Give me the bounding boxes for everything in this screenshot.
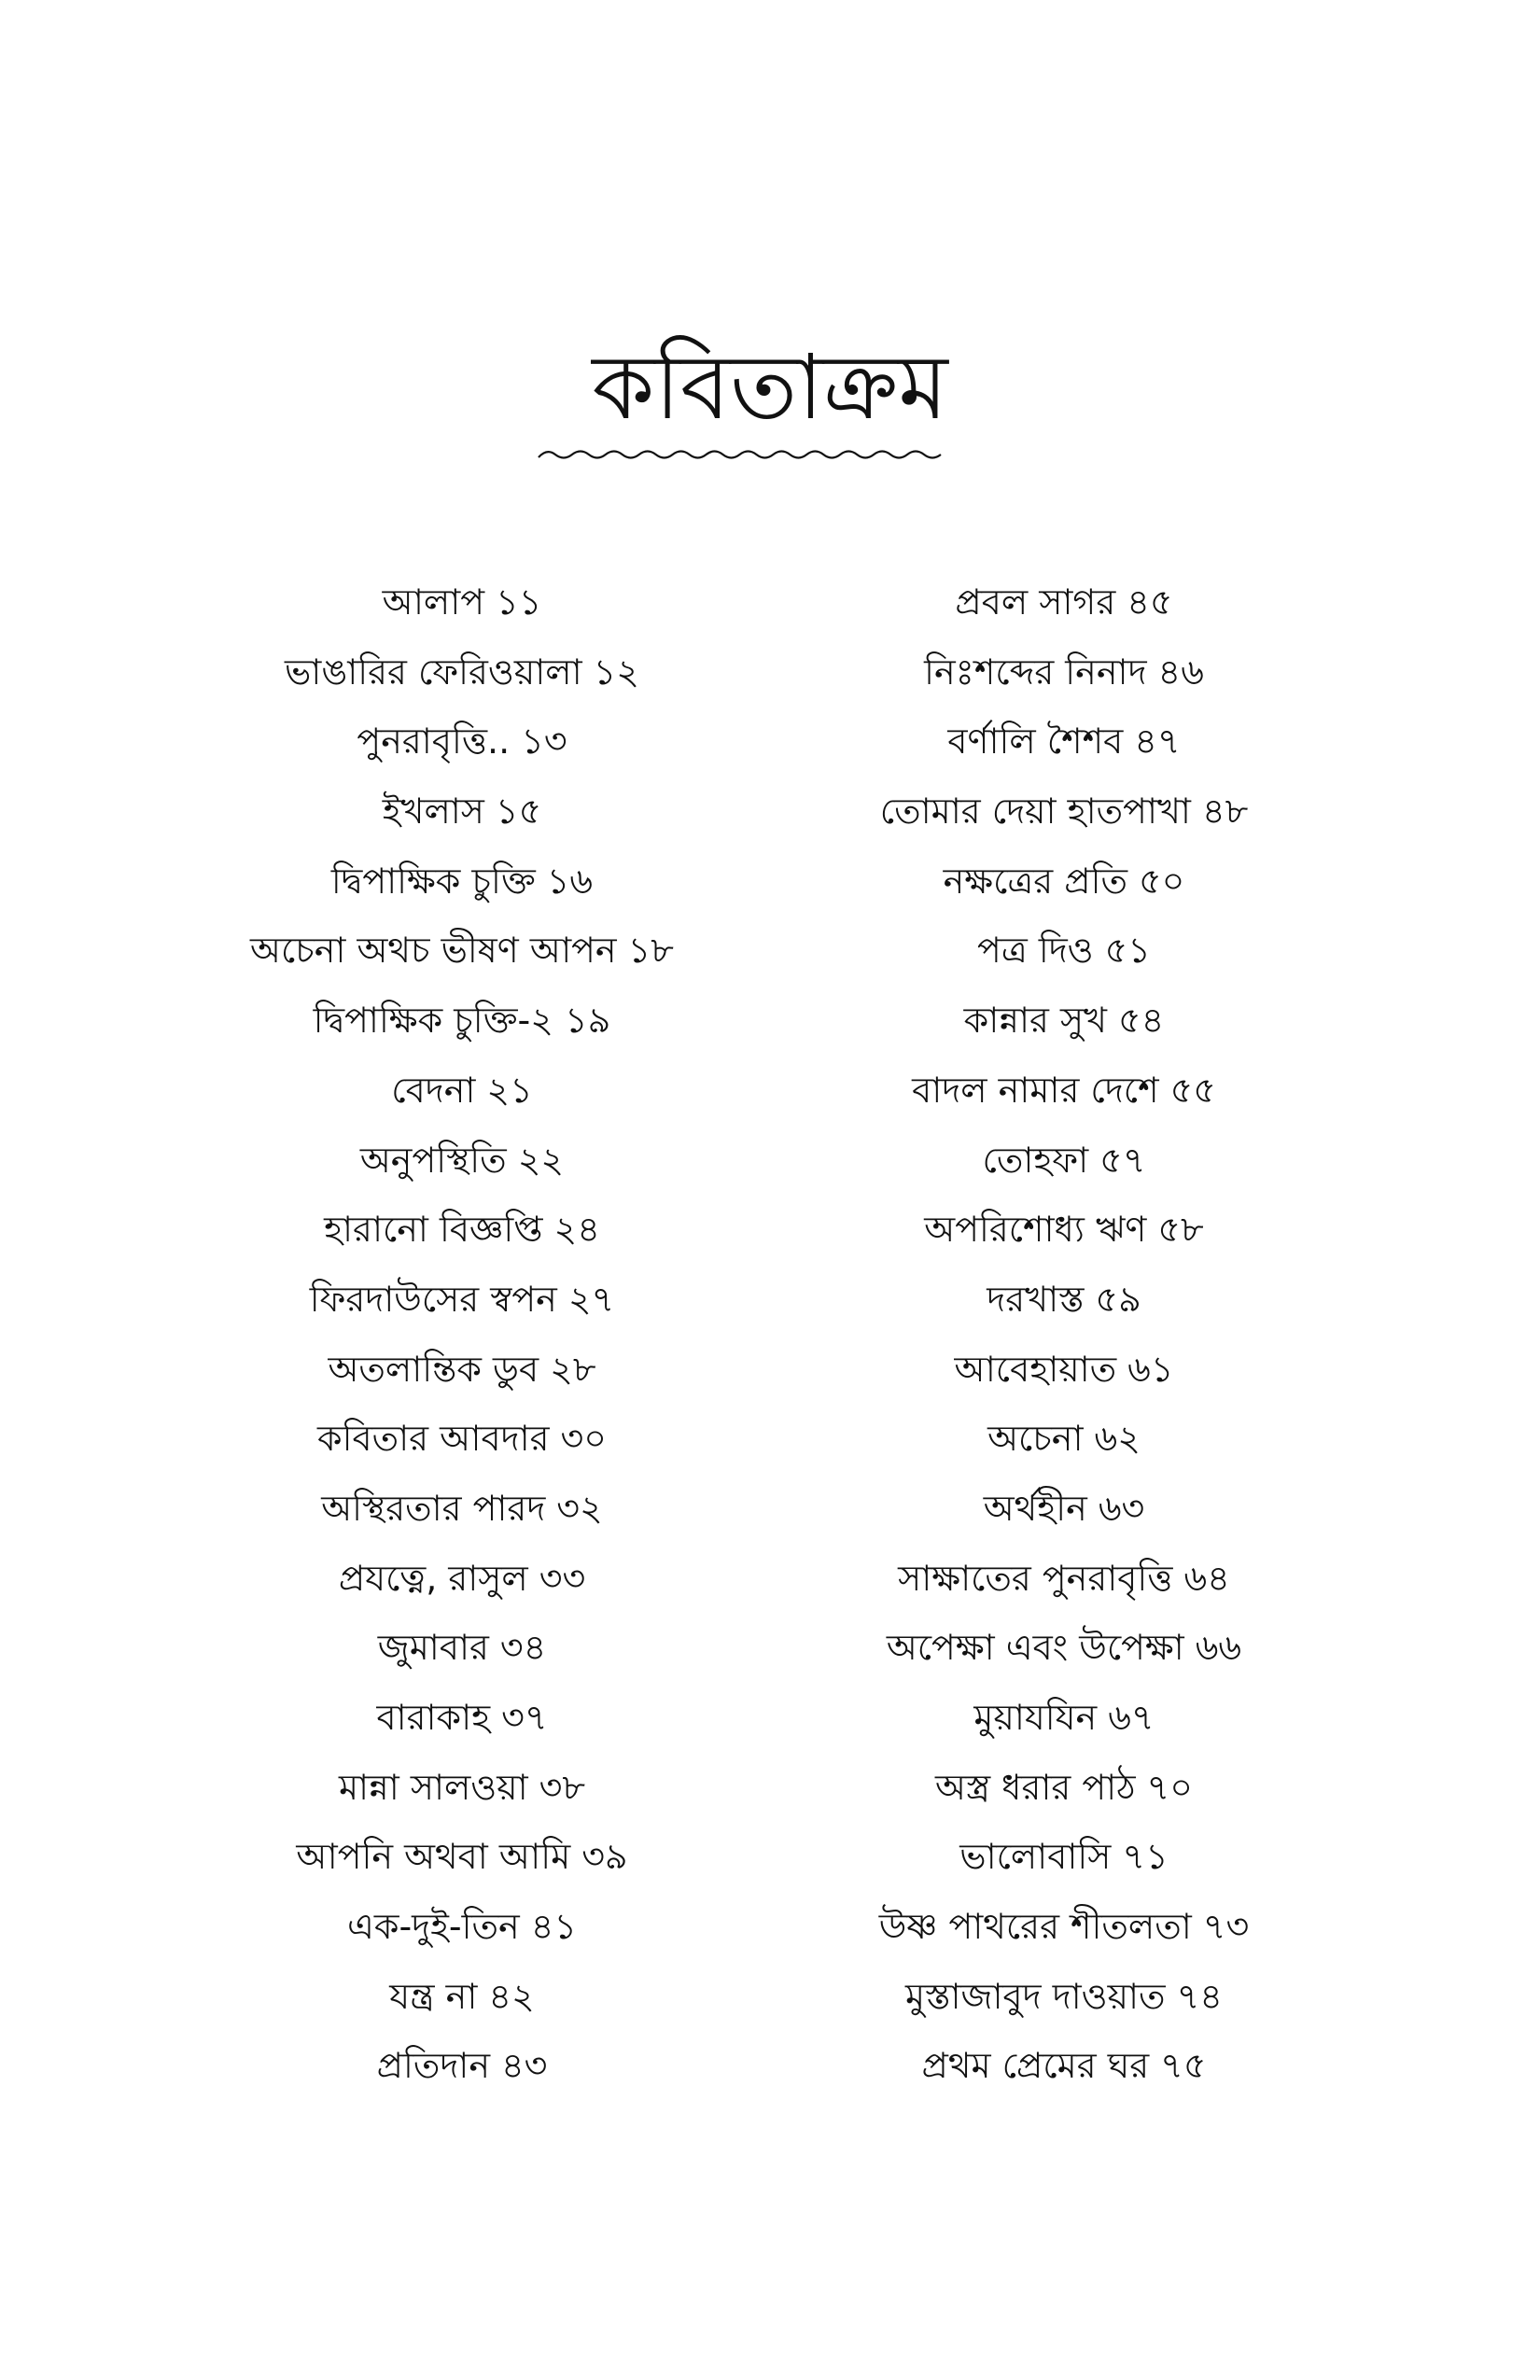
toc-entry [737,853,1391,923]
toc-entry-title: অচেনা অথচ ভীষণ আপন [250,930,617,972]
toc-entry [135,574,789,644]
toc-entry-title: দরখাস্ত [987,1278,1085,1320]
toc-entry-title: হারানো বিজ্ঞপ্তি [324,1209,543,1251]
toc-entry-page-number: ৪১ [530,1906,578,1948]
toc-entry [737,783,1391,853]
toc-entry-page-number: ৫৭ [1099,1139,1146,1181]
toc-entry [737,644,1391,714]
toc-entry-title: প্রতিদান [376,2045,491,2087]
toc-entry-page-number: ৪৮ [1201,791,1249,833]
toc-entry [737,1828,1391,1898]
toc-entry-title: অস্ত্র ধরার পাঠ [935,1766,1136,1808]
toc-entry-title: প্রবল সাগর [955,581,1116,623]
toc-entry-page-number: ৫৮ [1157,1209,1204,1251]
toc-entry-title: নিঃশব্দের নিনাদ [924,651,1147,693]
toc-entry [135,713,789,783]
toc-entry [737,574,1391,644]
toc-entry [737,992,1391,1062]
toc-entry-page-number: ৬৩ [1098,1487,1145,1529]
toc-entry-title: নক্ষত্রের প্রতি [943,860,1127,902]
toc-entry-title: যন্ত্র না [389,1975,478,2017]
toc-entry-page-number: ৪৩ [501,2045,548,2087]
toc-entry [737,1132,1391,1202]
toc-entry-title: মুস্তাজাবুদ দাওয়াত [905,1975,1166,2017]
toc-entry-title: অপরিশোধ্য ঋণ [924,1209,1147,1251]
toc-entry [135,1410,789,1480]
toc-entry [135,1759,789,1829]
toc-entry-page-number: ৩০ [560,1418,607,1460]
toc-entry-title: ইখলাস [382,791,484,833]
toc-entry-page-number: ২২ [517,1139,565,1181]
toc-entry [135,1619,789,1689]
toc-entry-title: ভালোবাসি [959,1836,1112,1878]
toc-entry [737,1619,1391,1689]
toc-entry-page-number: ২৪ [553,1209,600,1251]
toc-entry-page-number: ৫০ [1139,860,1185,902]
toc-entry-page-number: ১২ [593,651,640,693]
toc-entry-page-number: ৭৪ [1176,1975,1223,2017]
toc-entry-page-number: ১৩ [521,721,567,763]
toc-entry-page-number: ৭৩ [1202,1906,1250,1948]
toc-entry-title: তোমার দেয়া হাতপাখা [879,791,1191,833]
toc-entry-page-number: ২৭ [567,1278,615,1320]
toc-entry-title: অপেক্ষা এবং উপেক্ষা [886,1627,1184,1669]
toc-entry-title: অচেনা [987,1418,1084,1460]
wave-line [539,452,941,458]
toc-entry-page-number: ৩৩ [539,1557,586,1599]
toc-entry-title: মুয়াযযিন [973,1697,1098,1738]
toc-entry-page-number: ৩৪ [499,1627,547,1669]
toc-entry-page-number: ৩৯ [581,1836,628,1878]
toc-column-right [737,574,1391,2107]
toc-entry-page-number: ১১ [496,581,542,623]
toc-entry [135,992,789,1062]
toc-entry-page-number: ৭১ [1122,1836,1169,1878]
toc-entry-page-number: ৫৫ [1169,1069,1216,1111]
toc-entry [135,1898,789,1968]
toc-entry [135,922,789,992]
toc-entry-title: দ্বিপাক্ষিক চুক্তি [330,860,536,902]
toc-entry [737,713,1391,783]
toc-entry-title: আলাপ [382,581,485,623]
toc-entry [737,922,1391,992]
toc-entry-title: সাক্ষাতের পুনরাবৃত্তি [898,1557,1173,1599]
toc-entry [737,1201,1391,1271]
toc-entry-page-number: ৭০ [1146,1766,1193,1808]
toc-entry-title: জুমাবার [377,1627,489,1669]
toc-entry-title: পত্র দিও [977,930,1094,972]
toc-entry-page-number: ১৫ [495,791,542,833]
toc-entry-title: প্রথম প্রেমের ঘর [921,2045,1150,2087]
toc-entry-page-number: ১৮ [627,930,674,972]
toc-entry-title: এক-দুই-তিন [346,1906,520,1948]
toc-entry [737,1759,1391,1829]
toc-entry [135,1341,789,1411]
toc-entry [737,1271,1391,1341]
toc-entry-title: পুনরাবৃত্তি.. [357,721,511,763]
toc-entry [135,1201,789,1271]
toc-entry-title: উষ্ণ পাথরের শীতলতা [878,1906,1192,1948]
toc-entry [135,1132,789,1202]
toc-entry-title: অনুপস্থিতি [359,1139,507,1181]
toc-entry [737,1341,1391,1411]
toc-entry-page-number: ৩৮ [539,1766,586,1808]
toc-entry-page-number: ২৮ [550,1348,596,1390]
toc-entry-title: মান্না সালওয়া [338,1766,528,1808]
toc-entry-page-number: ৪৭ [1134,721,1181,763]
toc-entry [737,1550,1391,1620]
toc-entry-page-number: ৬১ [1127,1348,1174,1390]
toc-entry [135,1689,789,1759]
toc-entry-page-number: ৭৫ [1160,2045,1207,2087]
toc-entry [135,1062,789,1132]
toc-entry-title: তোহফা [982,1139,1089,1181]
toc-entry-title: ফিরদাউসের স্বপন [309,1278,557,1320]
toc-column-left [135,574,789,2107]
toc-entry [737,2037,1391,2107]
toc-entry [135,853,789,923]
toc-entry-title: ভাঙারির ফেরিওয়ালা [284,651,582,693]
toc-entry-page-number: ৩৭ [501,1697,548,1738]
toc-entry [135,783,789,853]
toc-entry-page-number: ৬৬ [1195,1627,1242,1669]
toc-entry-page-number: ৫১ [1104,930,1151,972]
toc-entry-page-number: ৩২ [556,1487,603,1529]
toc-entry [135,1271,789,1341]
toc-entry-page-number: ৫৪ [1118,1000,1165,1042]
toc-entry-title: বারাকাহ [376,1697,491,1738]
toc-entry-page-number: ১৬ [546,860,594,902]
toc-entry-page-number: ৬৭ [1108,1697,1155,1738]
toc-entry [135,644,789,714]
toc-entry-page-number: ৫৯ [1095,1278,1141,1320]
toc-entry [737,1410,1391,1480]
toc-entry-title: অর্থহীন [983,1487,1087,1529]
toc-entry [135,1480,789,1550]
toc-entry-page-number: ৬৪ [1183,1557,1230,1599]
toc-entry [737,1062,1391,1132]
toc-entry [135,1968,789,2038]
toc-entry-title: কবিতার আবদার [317,1418,550,1460]
toc-entry-page-number: ৪৫ [1127,581,1173,623]
toc-entry [135,1828,789,1898]
toc-entry [737,1898,1391,1968]
toc-entry [135,2037,789,2107]
toc-entry-title: বেদনা [391,1069,476,1111]
toc-entry-title: অতলান্তিক ডুব [328,1348,539,1390]
toc-entry [737,1968,1391,2038]
toc-entry-title: বর্ণালি শৈশব [947,721,1124,763]
toc-entry-title: প্রযত্নে, রাসুল [338,1557,528,1599]
toc-entry [737,1480,1391,1550]
toc-entry-page-number: ২১ [486,1069,533,1111]
toc-entry-page-number: ৪২ [488,1975,535,2017]
toc-entry [737,1689,1391,1759]
toc-entry-title: অস্থিরতার পারদ [321,1487,546,1529]
toc-entry [135,1550,789,1620]
wave-underline-ornament [537,441,943,469]
page-title: কবিতাক্রম [592,335,948,440]
toc-entry-title: দ্বিপাক্ষিক চুক্তি-২ [313,1000,553,1042]
toc-entry-title: কান্নার সুখ [963,1000,1108,1042]
toc-entry-title: বাদল নামার দেশে [912,1069,1159,1111]
toc-entry-page-number: ৬২ [1094,1418,1141,1460]
toc-entry-title: আপনি অথবা আমি [296,1836,571,1878]
toc-entry-title: আবেহায়াত [954,1348,1117,1390]
toc-entry-page-number: ৪৬ [1157,651,1204,693]
toc-entry-page-number: ১৯ [564,1000,611,1042]
